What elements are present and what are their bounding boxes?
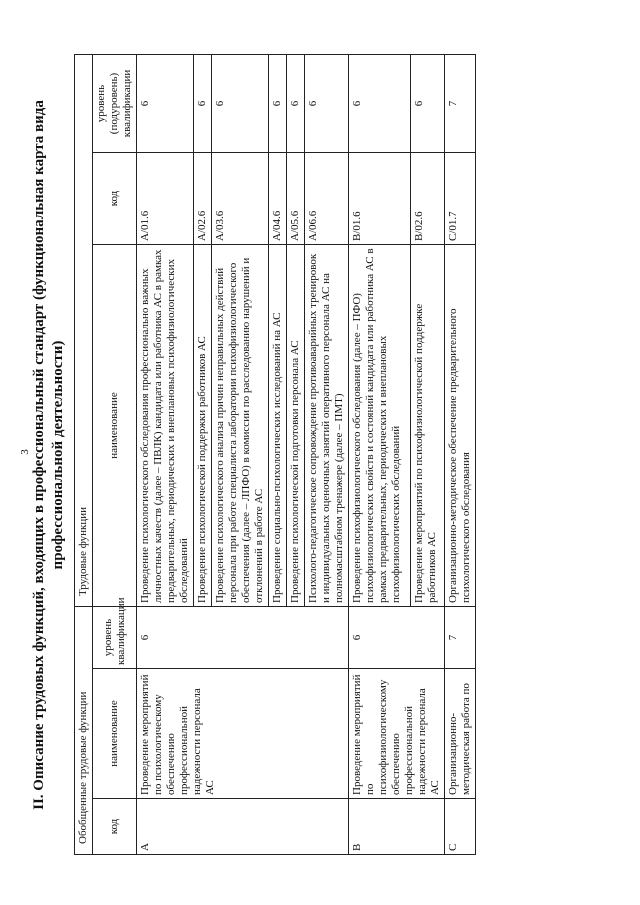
function-level: 6 — [194, 55, 212, 153]
table-row — [445, 55, 476, 855]
header-sublevel: уровень (подуровень) квалификации — [93, 55, 137, 153]
function-name: Проведение мероприятий по психофизиологической поддержке работников АС — [411, 245, 445, 607]
page-title: II. Описание трудовых функций, входящих в профессиональный стандарт (функциональная карта вида профессиональной деятельности) — [31, 100, 66, 810]
function-name: Психолого-педагогическое сопровождение противоаварийных тренировок и индивидуальных оценочных занятий оперативного персонала АС на полномасштабном тренажере (далее – ПМТ) — [305, 245, 349, 607]
function-level: 7 — [445, 55, 476, 153]
function-code: A/03.6 — [212, 153, 269, 245]
header-tf-name: наименование — [93, 245, 137, 607]
header-tf-code: код — [93, 153, 137, 245]
function-code: A/04.6 — [269, 153, 287, 245]
function-code: A/05.6 — [287, 153, 305, 245]
function-code: A/01.6 — [137, 153, 194, 245]
function-level: 6 — [269, 55, 287, 153]
function-level: 6 — [212, 55, 269, 153]
header-labor-functions: Трудовые функции — [75, 55, 93, 607]
function-level: 6 — [411, 55, 445, 153]
header-row-1 — [75, 55, 93, 855]
function-code: A/06.6 — [305, 153, 349, 245]
function-level: 6 — [349, 55, 411, 153]
group-name: Проведение мероприятий по психологическому обеспечению профессиональной надежности персонала АС — [137, 669, 349, 799]
group-code: A — [137, 799, 349, 855]
table-row — [349, 55, 411, 855]
group-name: Проведение мероприятий по психофизиологическому обеспечению профессиональной надежности персонала АС — [349, 669, 445, 799]
header-name: наименование — [93, 669, 137, 799]
function-level: 6 — [305, 55, 349, 153]
group-name: Организационно-методическая работа по — [445, 669, 476, 799]
header-code: код — [93, 799, 137, 855]
function-code: B/02.6 — [411, 153, 445, 245]
rotated-page-content — [30, 55, 610, 855]
group-level: 7 — [445, 607, 476, 669]
group-level: 6 — [349, 607, 445, 669]
group-code: B — [349, 799, 445, 855]
function-name: Проведение психологического анализа причин неправильных действий персонала при работе специалиста лаборатории психофизиологического обеспечения (далее – ЛПФО) в комиссии по расследованию нарушений и отклонений в работе АС — [212, 245, 269, 607]
header-row-2 — [93, 55, 137, 855]
group-level: 6 — [137, 607, 349, 669]
function-name: Проведение психофизиологического обследования (далее – ПФО) психофизиологических свойств и состояний кандидата или работника АС в рамках предварительных, периодических и внеплановых психофизиологических обследований — [349, 245, 411, 607]
page-number: 3 — [18, 449, 31, 455]
function-name: Проведение психологической подготовки персонала АС — [287, 245, 305, 607]
function-code: A/02.6 — [194, 153, 212, 245]
group-code: C — [445, 799, 476, 855]
function-name: Проведение социально-психологических исследований на АС — [269, 245, 287, 607]
header-level: уровень квалификации — [93, 607, 137, 669]
function-name: Проведение психологической поддержки работников АС — [194, 245, 212, 607]
function-name: Проведение психологического обследования профессионально важных личностных качеств (далее – ПВЛК) кандидата или работника АС в рамках предварительных, периодических и внеплановых психофизиологических обследований — [137, 245, 194, 607]
function-level: 6 — [287, 55, 305, 153]
functional-map-table — [74, 54, 476, 855]
function-name: Организационно-методическое обеспечение предварительного психологического обследования — [445, 245, 476, 607]
function-code: C/01.7 — [445, 153, 476, 245]
function-code: B/01.6 — [349, 153, 411, 245]
header-general-functions: Обобщенные трудовые функции — [75, 607, 93, 855]
function-level: 6 — [137, 55, 194, 153]
table-row — [137, 55, 194, 855]
